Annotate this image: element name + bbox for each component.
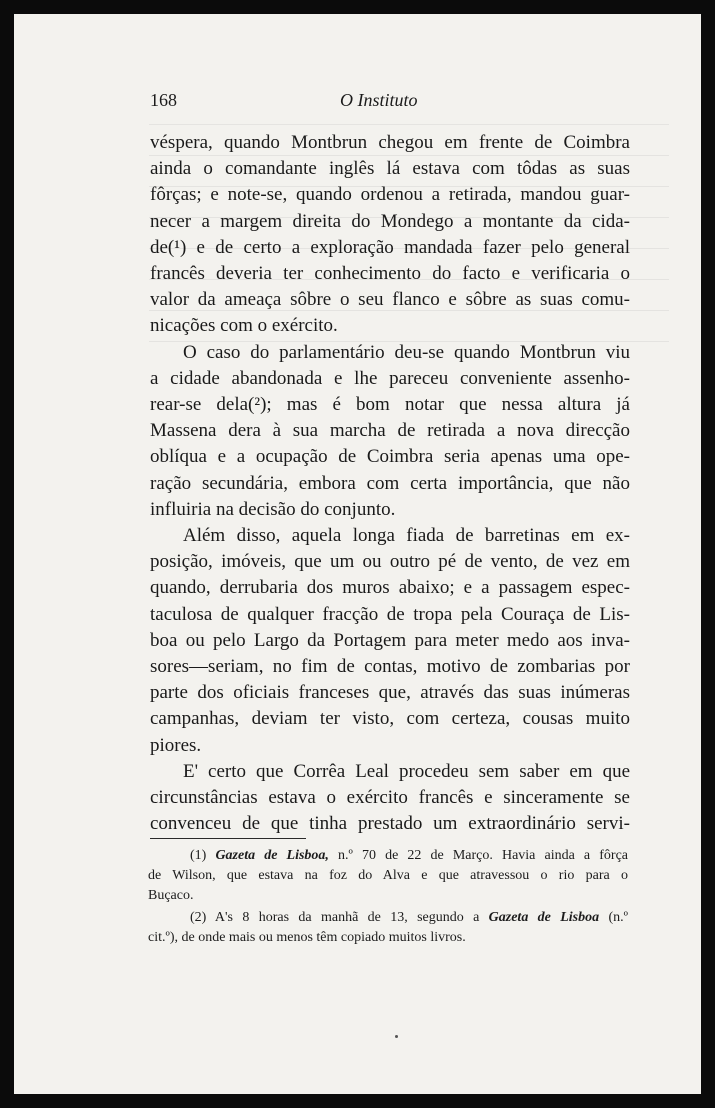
footnote-line: cit.º), de onde mais ou menos têm copiado muitos livros. [148, 930, 466, 945]
paragraph-1 [150, 130, 630, 340]
text-line: taculosa de qualquer fracção de tropa pela Couraça de Lis- [150, 603, 630, 625]
text-line: convenceu de que tinha prestado um extraordinário servi- [150, 813, 630, 835]
text-line: necer a margem direita do Mondego a montante da cida- [150, 210, 630, 232]
text-line: fôrças; e note-se, quando ordenou a retirada, mandou guar- [150, 184, 630, 206]
text-line: Além disso, aquela longa fiada de barretinas em ex- [183, 525, 630, 547]
footnotes [148, 846, 629, 950]
text-line: circunstâncias estava o exército francês e sinceramente se [150, 787, 630, 809]
text-line: posição, imóveis, que um ou outro pé de vento, de vez em [150, 551, 630, 573]
footnote-source: Gazeta de Lisboa, [215, 848, 329, 863]
text-line: Massena dera à sua marcha de retirada a nova direcção [150, 420, 630, 442]
text-line: de(¹) e de certo a exploração mandada fazer pelo general [150, 236, 630, 258]
footnote-1 [148, 846, 629, 906]
text-line: ração secundária, embora com certa importância, que não [150, 472, 630, 494]
page-speck [395, 1035, 398, 1038]
text-line: nicações com o exército. [150, 315, 338, 337]
paragraph-3 [150, 523, 630, 759]
text-line: parte dos oficiais franceses que, através das suas inúmeras [150, 682, 630, 704]
footnote-rule [150, 838, 306, 839]
text-line: francês deveria ter conhecimento do facto e verificaria o [150, 263, 630, 285]
footnote-source: Gazeta de Lisboa [488, 910, 600, 925]
footnote-text: n.º 70 de 22 de Março. Havia ainda a fôrça [338, 848, 629, 863]
text-line: a cidade abandonada e lhe pareceu conveniente assenho- [150, 367, 630, 389]
footnote-2 [148, 908, 629, 948]
text-line: boa ou pelo Largo da Portagem para meter medo aos inva- [150, 629, 630, 651]
text-line: piores. [150, 734, 202, 756]
text-line: oblíqua e a ocupação de Coimbra seria apenas uma ope- [150, 446, 630, 468]
body-text [150, 130, 630, 837]
footnote-marker: (2) [190, 910, 207, 925]
text-line: rear-se dela(²); mas é bom notar que nessa altura já [150, 394, 630, 416]
page-number: 168 [150, 90, 177, 110]
text-line: véspera, quando Montbrun chegou em frente de Coimbra [150, 132, 630, 153]
text-line: ainda o comandante inglês lá estava com tôdas as suas [150, 158, 630, 180]
footnote-line: de Wilson, que estava na foz do Alva e que atravessou o rio para o [148, 868, 628, 883]
footnote-line [160, 908, 628, 928]
text-line: campanhas, deviam ter visto, com certeza, cousas muito [150, 708, 630, 730]
footnote-line: Buçaco. [148, 888, 194, 903]
footnote-text: (n.º [608, 910, 629, 925]
running-title: O Instituto [340, 90, 418, 110]
footnote-marker: (1) [190, 848, 207, 863]
text-line: influiria na decisão do conjunto. [150, 498, 396, 520]
text-line: quando, derrubaria dos muros abaixo; e a passagem espec- [150, 577, 630, 599]
text-line: valor da ameaça sôbre o seu flanco e sôbre as suas comu- [150, 289, 630, 311]
text-line: O caso do parlamentário deu-se quando Montbrun viu [183, 341, 630, 363]
paragraph-4 [150, 759, 630, 838]
footnote-text: A's 8 horas da manhã de 13, segundo a [214, 910, 480, 925]
paragraph-2 [150, 340, 630, 523]
footnote-line [160, 846, 628, 866]
text-line: E' certo que Corrêa Leal procedeu sem saber em que [183, 760, 630, 782]
text-line: sores—seriam, no fim de contas, motivo de zombarias por [150, 656, 630, 678]
